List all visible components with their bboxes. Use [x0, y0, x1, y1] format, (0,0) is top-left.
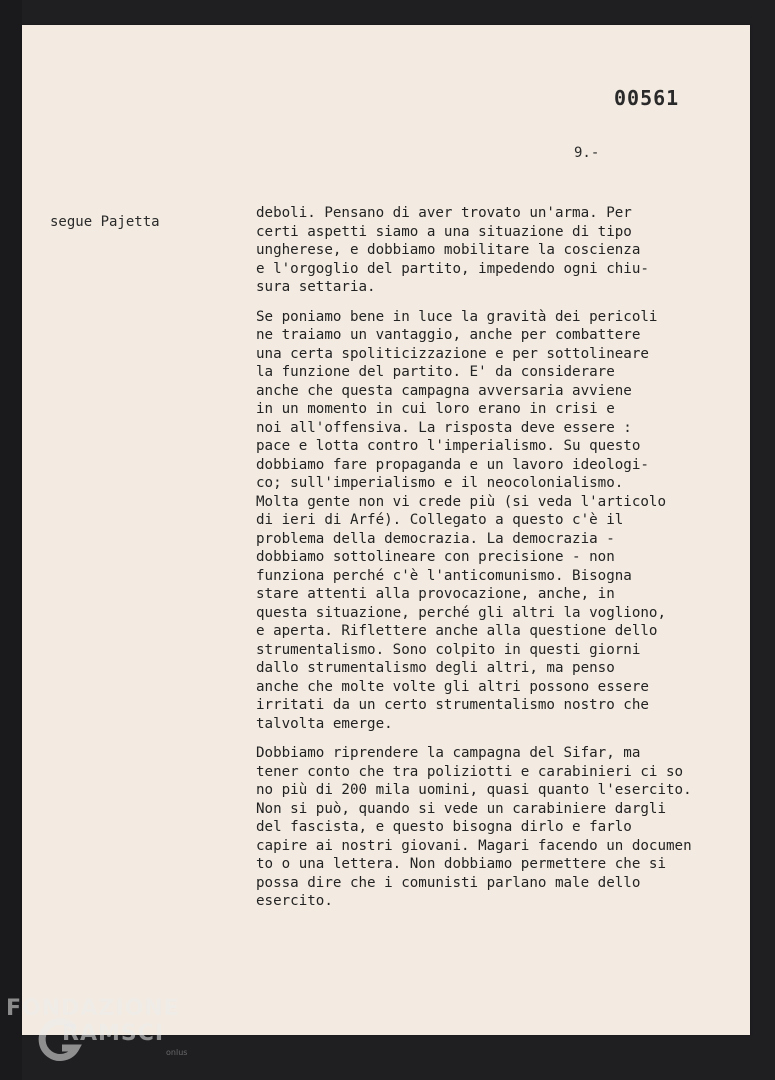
text-line: ungherese, e dobbiamo mobilitare la coscienza — [256, 242, 641, 258]
text-line: deboli. Pensano di aver trovato un'arma. Per — [256, 205, 632, 221]
text-line: dobbiamo sottolineare con precisione - non — [256, 549, 615, 565]
text-line: una certa spoliticizzazione e per sottolineare — [256, 345, 649, 362]
text-line: sura settaria. — [256, 279, 376, 295]
text-line: in un momento in cui loro erano in crisi e — [256, 401, 615, 417]
text-line: ne traiamo un vantaggio, anche per combattere — [256, 327, 641, 343]
text-line: Se poniamo bene in luce la gravità dei pericoli — [256, 308, 658, 325]
text-line: la funzione del partito. E' da considerare — [256, 364, 615, 380]
text-line: funziona perché c'è l'anticomunismo. Bisogna — [256, 567, 632, 584]
text-line: anche che molte volte gli altri possono essere — [256, 678, 649, 695]
text-line: e aperta. Riflettere anche alla questione dello — [256, 623, 658, 639]
text-line: possa dire che i comunisti parlano male dello — [256, 874, 641, 891]
watermark-line2: RAMSCI — [62, 1021, 165, 1046]
text-line: noi all'offensiva. La risposta deve essere : — [256, 419, 632, 436]
paragraph — [256, 308, 744, 734]
text-line: anche che questa campagna avversaria avviene — [256, 382, 632, 399]
paragraph — [256, 204, 744, 297]
text-line: stare attenti alla provocazione, anche, in — [256, 586, 615, 602]
watermark-small: onlus — [166, 1048, 188, 1057]
text-line: del fascista, e questo bisogna dirlo e farlo — [256, 819, 632, 835]
scanner-edge — [0, 0, 22, 1080]
text-line: co; sull'imperialismo e il neocolonialismo. — [256, 475, 624, 491]
text-line: dallo strumentalismo degli altri, ma penso — [256, 660, 615, 676]
speaker-label: segue Pajetta — [50, 214, 160, 230]
text-line: irritati da un certo strumentalismo nostro che — [256, 697, 649, 713]
text-line: Non si può, quando si vede un carabiniere dargli — [256, 800, 666, 817]
text-line: esercito. — [256, 893, 333, 909]
text-line: di ieri di Arfé). Collegato a questo c'è il — [256, 512, 624, 528]
text-line: Dobbiamo riprendere la campagna del Sifar, ma — [256, 745, 641, 761]
text-line: dobbiamo fare propaganda e un lavoro ideologi- — [256, 456, 649, 473]
text-line: capire ai nostri giovani. Magari facendo un documen — [256, 837, 692, 854]
text-line: Molta gente non vi crede più (si veda l'articolo — [256, 493, 666, 510]
text-line: pace e lotta contro l'imperialismo. Su questo — [256, 438, 641, 454]
paragraph — [256, 744, 744, 911]
text-line: to o una lettera. Non dobbiamo permettere che si — [256, 856, 666, 872]
document-number: 00561 — [614, 86, 680, 110]
text-line: questa situazione, perché gli altri la vogliono, — [256, 604, 666, 621]
text-line: certi aspetti siamo a una situazione di tipo — [256, 223, 632, 240]
text-line: strumentalismo. Sono colpito in questi giorni — [256, 641, 641, 658]
text-line: tener conto che tra poliziotti e carabinieri ci so — [256, 763, 684, 780]
body-text — [256, 204, 744, 922]
fondazione-gramsci-watermark — [6, 996, 188, 1057]
page-number: 9.- — [574, 145, 600, 161]
text-line: talvolta emerge. — [256, 715, 393, 732]
text-line: no più di 200 mila uomini, quasi quanto l'esercito. — [256, 782, 692, 798]
text-line: problema della democrazia. La democrazia - — [256, 530, 615, 547]
watermark-line1: FONDAZIONE — [6, 996, 180, 1021]
text-line: e l'orgoglio del partito, impedendo ogni chiu- — [256, 260, 649, 277]
g-logo-icon — [34, 1016, 84, 1066]
